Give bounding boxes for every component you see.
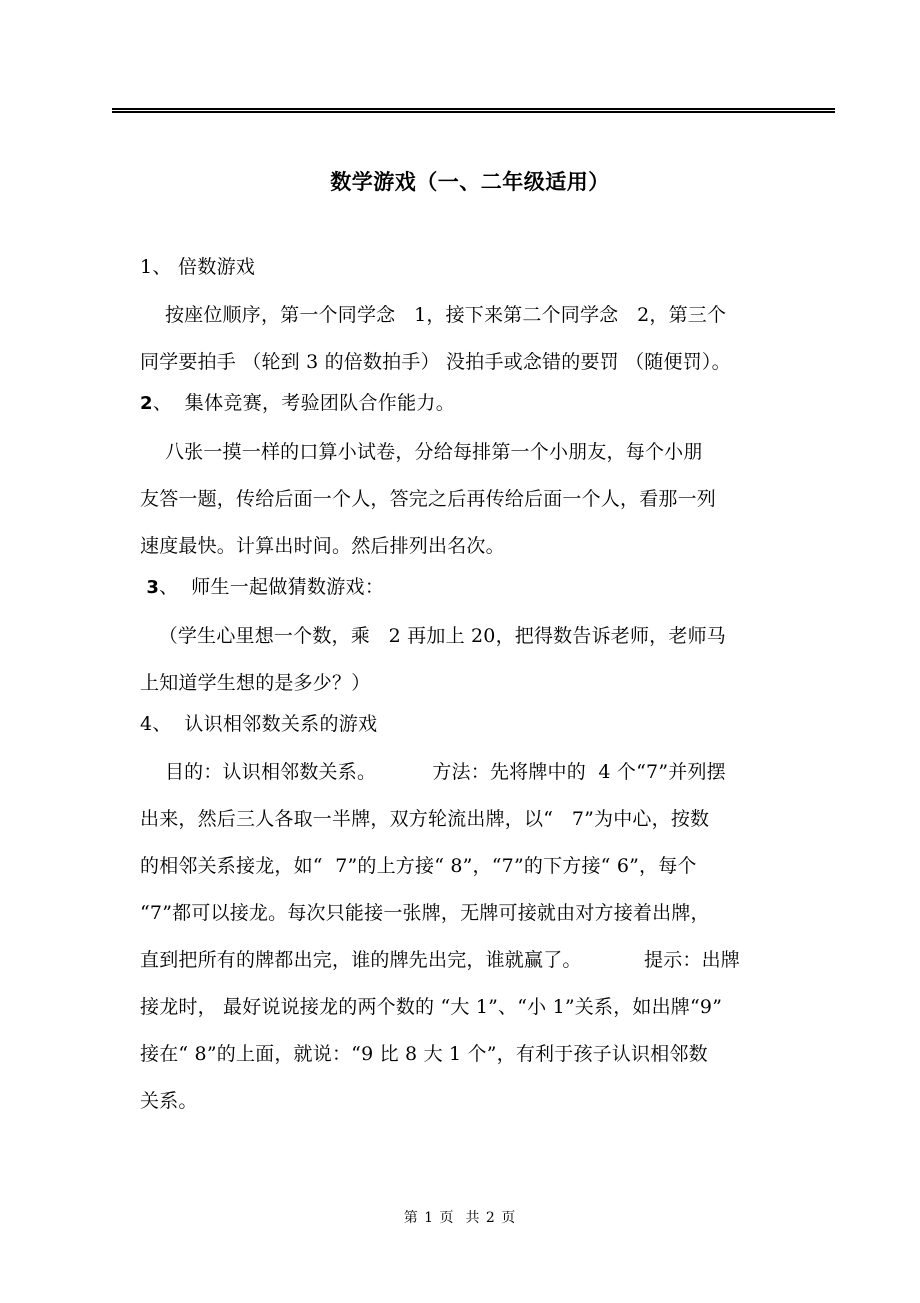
- section-number: 2: [140, 393, 153, 414]
- section-gap-3: [140, 605, 800, 613]
- section-heading-1: 1、 倍数游戏: [140, 256, 256, 278]
- section-gap-1: [140, 284, 800, 292]
- body-line: 直到把所有的牌都出完，谁的牌先出完，谁就赢了。 提示：出牌: [140, 949, 740, 971]
- section-number: 3: [146, 577, 160, 598]
- title-spacer: [140, 200, 800, 250]
- body-line: 按座位顺序，第一个同学念 1，接下来第二个同学念 2，第三个: [140, 304, 727, 326]
- header-rule-bottom-line: [112, 111, 835, 113]
- body-line: 接龙时， 最好说说接龙的两个数的 “大 1”、“小 1”关系，如出牌“9”: [140, 996, 723, 1018]
- body-line: 友答一题，传给后面一个人，答完之后再传给后面一个人，看那一列: [140, 488, 717, 510]
- page-footer: 第 1 页 共 2 页: [403, 1210, 517, 1226]
- body-line: 上知道学生想的是多少？）: [140, 672, 371, 694]
- section-heading-4: 4、 认识相邻数关系的游戏: [140, 713, 378, 735]
- body-line: 速度最快。计算出时间。然后排列出名次。: [140, 535, 505, 557]
- section-body-3: [140, 613, 800, 707]
- section-body-2: [140, 429, 800, 570]
- section-heading-2: 2、 集体竞赛，考验团队合作能力。: [140, 392, 456, 414]
- body-line: 的相邻关系接龙，如“ 7”的上方接“ 8”，“7”的下方接“ 6”，每个: [140, 855, 697, 877]
- section-gap-4: [140, 741, 800, 749]
- section-body-4: [140, 749, 800, 1125]
- body-line: 关系。: [140, 1090, 198, 1112]
- section-gap-2: [140, 421, 800, 429]
- body-line: 八张一摸一样的口算小试卷，分给每排第一个小朋友，每个小朋: [140, 441, 703, 463]
- header-rule-top-line: [112, 108, 835, 110]
- body-line: “7”都可以接龙。每次只能接一张牌，无牌可接就由对方接着出牌，: [140, 902, 710, 924]
- body-line: 出来，然后三人各取一半牌，双方轮流出牌，以“ 7”为中心，按数: [140, 808, 710, 830]
- section-heading-3: 3、 师生一起做猜数游戏：: [146, 576, 385, 598]
- body-line: 同学要拍手 （轮到 3 的倍数拍手） 没拍手或念错的要罚 （随便罚）。: [140, 351, 731, 373]
- body-line: （学生心里想一个数，乘 2 再加上 20，把得数告诉老师，老师马: [140, 625, 726, 647]
- section-body-1: [140, 292, 800, 386]
- body-line: 接在“ 8”的上面，就说：“9 比 8 大 1 个”，有利于孩子认识相邻数: [140, 1043, 708, 1065]
- document-body: [140, 150, 800, 1125]
- page-title: 数学游戏（一、二年级适用）: [330, 169, 610, 194]
- body-line: 目的：认识相邻数关系。 方法：先将牌中的 4 个“7”并列摆: [140, 761, 726, 783]
- header-rule: [112, 108, 835, 114]
